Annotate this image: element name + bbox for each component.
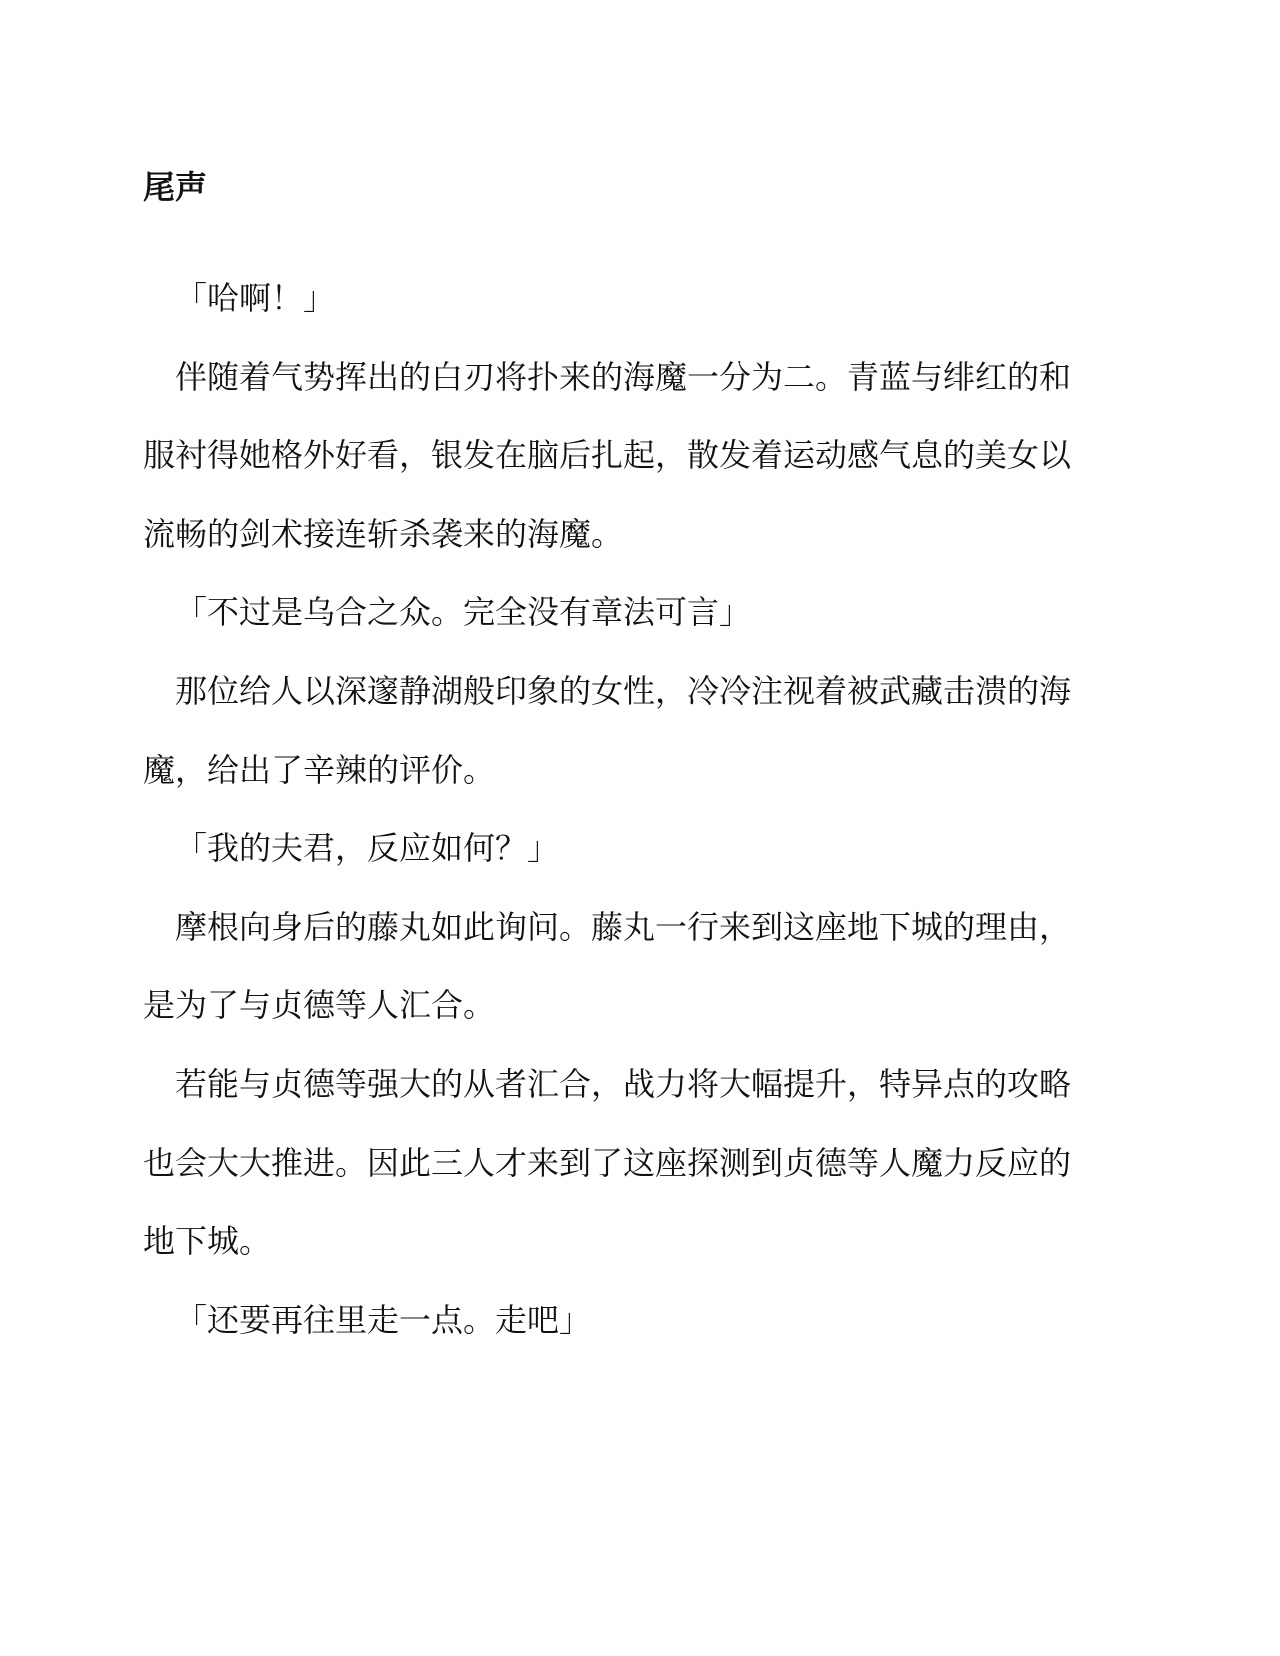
paragraph: 若能与贞德等强大的从者汇合，战力将大幅提升，特异点的攻略也会大大推进。因此三人才来到了这座探测到贞德等人魔力反应的地下城。	[143, 1064, 1072, 1261]
paragraph: 那位给人以深邃静湖般印象的女性，冷冷注视着被武藏击溃的海魔，给出了辛辣的评价。	[143, 671, 1072, 789]
chapter-title: 尾声	[143, 168, 208, 206]
paragraph: 「不过是乌合之众。完全没有章法可言」	[175, 593, 752, 632]
paragraph: 「哈啊！」	[175, 279, 336, 317]
chapter-body	[143, 259, 1073, 1359]
paragraph: 「还要再往里走一点。走吧」	[175, 1300, 592, 1339]
paragraph: 「我的夫君，反应如何？」	[175, 829, 560, 868]
paragraph: 伴随着气势挥出的白刃将扑来的海魔一分为二。青蓝与绯红的和服衬得她格外好看，银发在脑后扎起，散发着运动感气息的美女以流畅的剑术接连斩杀袭来的海魔。	[143, 357, 1072, 553]
paragraph: 摩根向身后的藤丸如此询问。藤丸一行来到这座地下城的理由，是为了与贞德等人汇合。	[143, 907, 1072, 1025]
